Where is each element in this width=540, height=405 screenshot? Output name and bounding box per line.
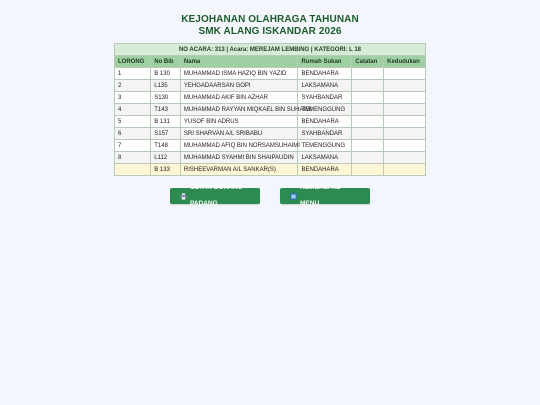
cell-kedudukan[interactable] <box>384 116 426 128</box>
column-header-kedudukan: Kedudukan <box>384 56 426 68</box>
cell-nama: MUHAMMAD SYAHMI BIN SHAIPAUDIN <box>180 152 298 164</box>
event-info-row <box>115 44 426 56</box>
cell-lorong <box>115 164 151 176</box>
cell-rumah: TEMENGGUNG <box>298 140 352 152</box>
cell-bib: T148 <box>151 140 181 152</box>
table-body <box>115 68 426 176</box>
column-header-catatan: Catatan <box>352 56 384 68</box>
cell-bib: L112 <box>151 152 181 164</box>
cell-catatan[interactable] <box>352 80 384 92</box>
table-row <box>115 128 426 140</box>
cell-rumah: SYAHBANDAR <box>298 128 352 140</box>
cell-lorong: 6 <box>115 128 151 140</box>
cell-nama: MUHAMMAD AFIQ BIN NORSAMSUHAIMI <box>180 140 298 152</box>
table-row <box>115 140 426 152</box>
cell-nama: YUSOF BIN ADRUS <box>180 116 298 128</box>
cell-lorong: 7 <box>115 140 151 152</box>
cell-rumah: TEMENGGUNG <box>298 104 352 116</box>
cell-nama: MUHAMMAD ISMA HAZIQ BIN YAZID <box>180 68 298 80</box>
cell-bib: L135 <box>151 80 181 92</box>
table-row <box>115 68 426 80</box>
print-form-label: CETAK BORANG PADANG <box>190 184 243 207</box>
column-header-rumah: Rumah Sukan <box>298 56 352 68</box>
menu-icon <box>290 193 297 200</box>
cell-catatan[interactable] <box>352 128 384 140</box>
cell-lorong: 4 <box>115 104 151 116</box>
cell-rumah: BENDAHARA <box>298 116 352 128</box>
page-title-line1: KEJOHANAN OLAHRAGA TAHUNAN <box>181 14 359 25</box>
cell-nama: MUHAMMAD AKIF BIN AZHAR <box>180 92 298 104</box>
cell-catatan[interactable] <box>352 152 384 164</box>
cell-lorong: 8 <box>115 152 151 164</box>
back-to-menu-label: KEMBALI KE MENU <box>300 184 341 207</box>
page-title <box>0 0 540 38</box>
table-row <box>115 152 426 164</box>
table-row <box>115 164 426 176</box>
cell-rumah: BENDAHARA <box>298 164 352 176</box>
column-header-bib: No Bib <box>151 56 181 68</box>
cell-kedudukan[interactable] <box>384 80 426 92</box>
cell-kedudukan[interactable] <box>384 140 426 152</box>
table-row <box>115 116 426 128</box>
cell-kedudukan[interactable] <box>384 164 426 176</box>
cell-catatan[interactable] <box>352 164 384 176</box>
cell-lorong: 2 <box>115 80 151 92</box>
cell-kedudukan[interactable] <box>384 104 426 116</box>
results-table-container <box>114 43 426 176</box>
cell-bib: T143 <box>151 104 181 116</box>
column-header-nama: Nama <box>180 56 298 68</box>
column-header-lorong: LORONG <box>115 56 151 68</box>
cell-kedudukan[interactable] <box>384 152 426 164</box>
cell-bib: S157 <box>151 128 181 140</box>
table-header-row <box>115 56 426 68</box>
cell-rumah: LAKSAMANA <box>298 152 352 164</box>
cell-bib: S130 <box>151 92 181 104</box>
cell-bib: B 130 <box>151 68 181 80</box>
event-info: NO ACARA: 313 | Acara: MEREJAM LEMBING | KATEGORI: L 18 <box>115 44 426 56</box>
cell-rumah: BENDAHARA <box>298 68 352 80</box>
cell-kedudukan[interactable] <box>384 68 426 80</box>
cell-bib: B 133 <box>151 164 181 176</box>
cell-nama: SRI SHARVAN A/L SRIBABU <box>180 128 298 140</box>
cell-catatan[interactable] <box>352 68 384 80</box>
print-form-button[interactable] <box>170 184 260 207</box>
page-title-line2: SMK ALANG ISKANDAR 2026 <box>198 26 342 37</box>
table-row <box>115 80 426 92</box>
cell-lorong: 1 <box>115 68 151 80</box>
cell-nama: MUHAMMAD RAYYAN MIQKAEL BIN SUHAIMI <box>180 104 298 116</box>
cell-catatan[interactable] <box>352 92 384 104</box>
cell-kedudukan[interactable] <box>384 128 426 140</box>
cell-kedudukan[interactable] <box>384 92 426 104</box>
cell-nama: RISHEEVARMAN A/L SANKAR(S) <box>180 164 298 176</box>
cell-lorong: 5 <box>115 116 151 128</box>
cell-catatan[interactable] <box>352 140 384 152</box>
cell-nama: YEHGADAARSAN GOPI <box>180 80 298 92</box>
cell-rumah: SYAHBANDAR <box>298 92 352 104</box>
cell-catatan[interactable] <box>352 116 384 128</box>
cell-bib: B 131 <box>151 116 181 128</box>
table-row <box>115 104 426 116</box>
cell-catatan[interactable] <box>352 104 384 116</box>
printer-icon <box>180 193 187 200</box>
back-to-menu-button[interactable] <box>280 184 370 207</box>
table-row <box>115 92 426 104</box>
action-buttons <box>0 184 540 207</box>
results-table <box>114 43 426 176</box>
cell-lorong: 3 <box>115 92 151 104</box>
cell-rumah: LAKSAMANA <box>298 80 352 92</box>
